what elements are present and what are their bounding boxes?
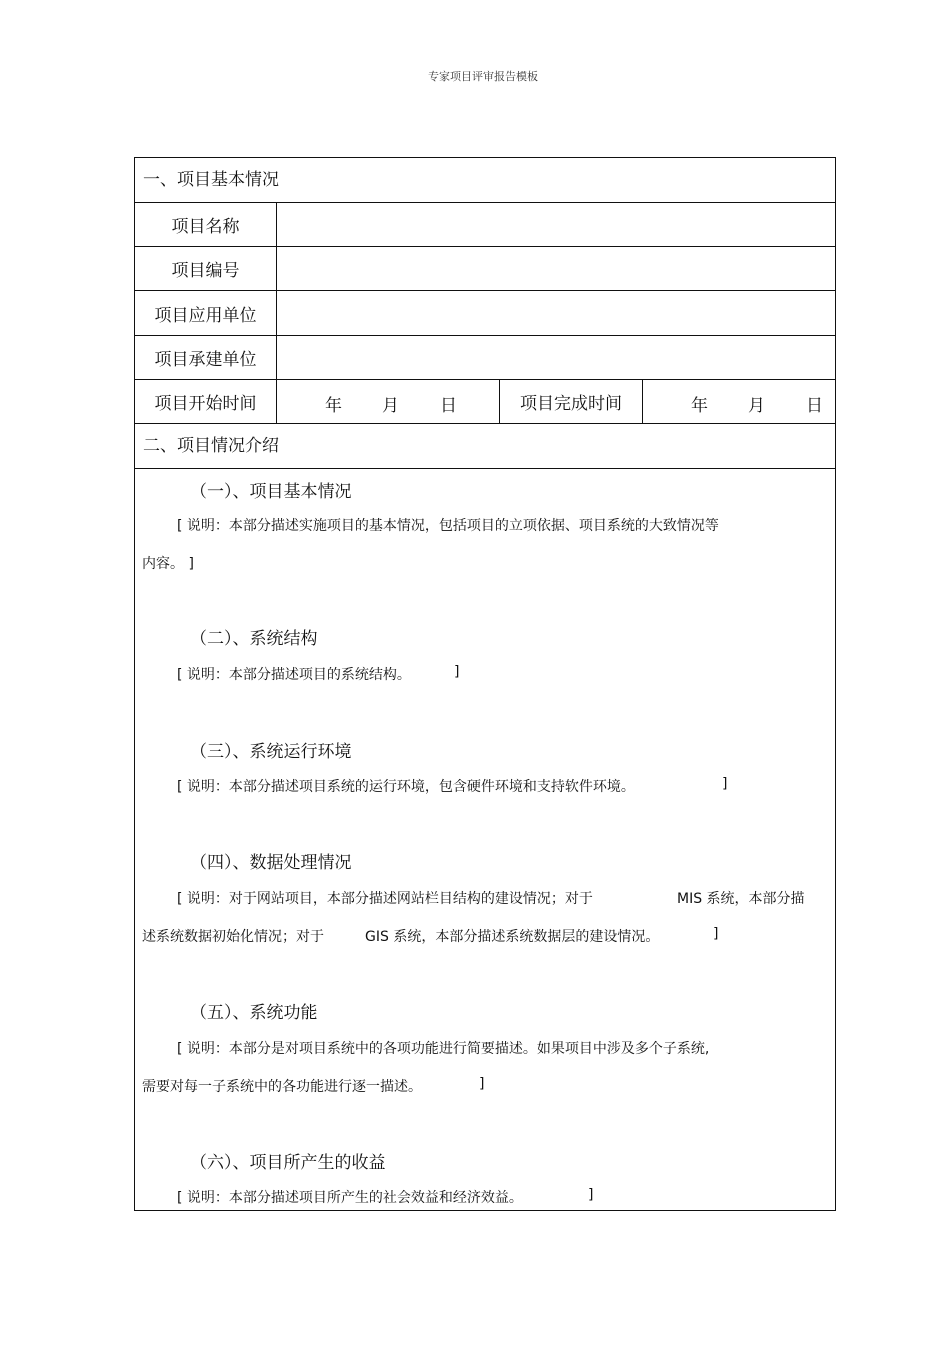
sub4-note-line1a: [ 说明：对于网站项目，本部分描述网站栏目结构的建设情况；对于	[177, 891, 593, 907]
row-project-name	[135, 203, 835, 247]
sub3-note-close: ]	[722, 776, 728, 792]
sub4-note-close: ]	[713, 926, 719, 942]
sub3-title: （三）、系统运行环境	[190, 742, 352, 762]
start-year: 年	[325, 396, 342, 416]
end-month: 月	[748, 396, 765, 416]
sub2-note: [ 说明：本部分描述项目的系统结构。	[177, 667, 411, 683]
row-build-unit	[135, 336, 835, 380]
sub2-title: （二）、系统结构	[190, 629, 318, 649]
review-form	[134, 157, 836, 1211]
section1-title: 一、项目基本情况	[135, 158, 835, 203]
label-build-unit: 项目承建单位	[135, 336, 277, 379]
sub5-note-line2: 需要对每一子系统中的各功能进行逐一描述。	[142, 1079, 422, 1095]
sub1-title: （一）、项目基本情况	[190, 482, 352, 502]
end-year: 年	[691, 396, 708, 416]
section2-body	[135, 469, 835, 1211]
end-day: 日	[806, 396, 823, 416]
sub6-note-close: ]	[588, 1187, 594, 1203]
value-end-date[interactable]	[643, 380, 837, 423]
label-apply-unit: 项目应用单位	[135, 291, 277, 335]
label-end-time: 项目完成时间	[500, 380, 643, 423]
row-apply-unit	[135, 291, 835, 336]
section2-title: 二、项目情况介绍	[135, 424, 835, 469]
value-build-unit[interactable]	[277, 336, 837, 379]
start-day: 日	[440, 396, 457, 416]
sub6-note: [ 说明：本部分描述项目所产生的社会效益和经济效益。	[177, 1190, 523, 1206]
sub3-note: [ 说明：本部分描述项目系统的运行环境，包含硬件环境和支持软件环境。	[177, 779, 635, 795]
sub1-note-line1: [ 说明：本部分描述实施项目的基本情况，包括项目的立项依据、项目系统的大致情况等	[177, 518, 719, 534]
row-project-number	[135, 247, 835, 291]
sub5-note-line1: [ 说明：本部分是对项目系统中的各项功能进行简要描述。如果项目中涉及多个子系统,	[177, 1041, 710, 1057]
label-start-time: 项目开始时间	[135, 380, 277, 423]
sub5-note-close: ]	[479, 1076, 485, 1092]
value-project-number[interactable]	[277, 247, 837, 290]
label-project-name: 项目名称	[135, 203, 277, 246]
value-apply-unit[interactable]	[277, 291, 837, 335]
sub2-note-close: ]	[454, 664, 460, 680]
sub1-note-line2: 内容。 ]	[142, 556, 194, 572]
row-dates	[135, 380, 835, 424]
sub4-note-line1b: MIS 系统，本部分描	[677, 891, 805, 907]
label-project-number: 项目编号	[135, 247, 277, 290]
sub6-title: （六）、项目所产生的收益	[190, 1153, 386, 1173]
sub4-note-line2b: GIS 系统，本部分描述系统数据层的建设情况。	[365, 929, 660, 945]
start-month: 月	[382, 396, 399, 416]
sub4-note-line2a: 述系统数据初始化情况；对于	[142, 929, 324, 945]
value-start-date[interactable]	[277, 380, 500, 423]
sub5-title: （五）、系统功能	[190, 1003, 318, 1023]
page-header-title: 专家项目评审报告模板	[428, 70, 538, 83]
sub4-title: （四）、数据处理情况	[190, 853, 352, 873]
value-project-name[interactable]	[277, 203, 837, 246]
